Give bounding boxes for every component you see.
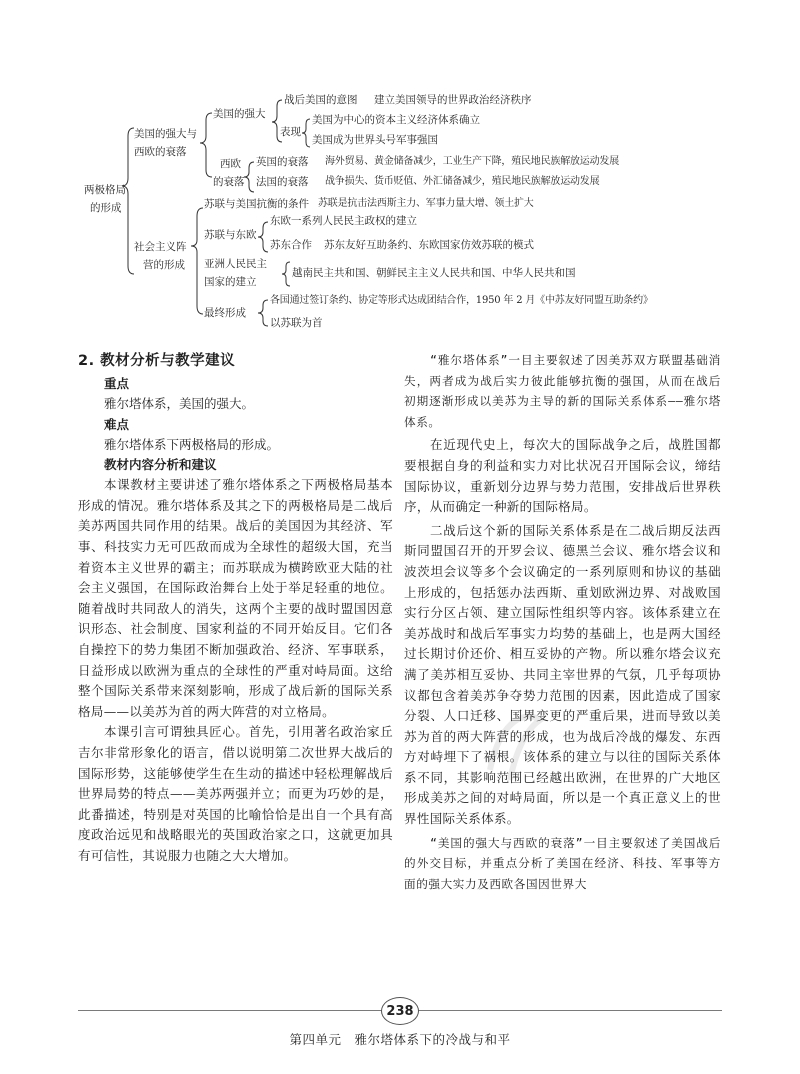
key-point-text: 雅尔塔体系，美国的强大。 [104, 396, 255, 411]
outline-us-strong: 美国的强大 [213, 108, 266, 120]
outline-we-line1: 西欧 [220, 158, 241, 170]
page-number: 238 [381, 997, 419, 1025]
outline-us-performance: 表现 [280, 126, 301, 138]
outline-branch-b-line1: 社会主义阵 [134, 241, 187, 253]
outline-us-performance-2: 美国成为世界头号军事强国 [312, 134, 438, 146]
unit-title: 第四单元 雅尔塔体系下的冷战与和平 [289, 1032, 511, 1047]
outline-us-performance-1: 美国为中心的资本主义经济体系确立 [312, 114, 480, 126]
outline-fr-decline: 法国的衰落 [256, 176, 309, 188]
right-paragraph-2: 在近现代史上，每次大的国际战争之后，战胜国都要根据自身的利益和实力对比状况召开国际会议，缔结国际协议，重新划分边界与势力范围，安排战后世界秩序，从而确定一种新的国际格局。 [404, 437, 721, 515]
outline-uk-decline: 英国的衰落 [256, 156, 309, 168]
right-column [404, 350, 721, 894]
concept-outline [0, 0, 800, 340]
outline-su-condition: 苏联与美国抗衡的条件 [204, 198, 309, 210]
watermark-icon [470, 700, 560, 790]
outline-us-intent-text: 建立美国领导的世界政治经济秩序 [374, 94, 532, 106]
outline-uk-text: 海外贸易、黄金储备减少，工业生产下降，殖民地民族解放运动发展 [325, 156, 619, 167]
outline-ee-2-text: 苏东友好互助条约、东欧国家仿效苏联的模式 [324, 239, 534, 251]
outline-branch-a-line2: 西欧的衰落 [134, 146, 187, 158]
outline-asia-text: 越南民主共和国、朝鲜民主主义人民共和国、中华人民共和国 [292, 267, 576, 279]
outline-branch-a-line1: 美国的强大与 [134, 128, 197, 140]
outline-ee-1: 东欧一系列人民民主政权的建立 [270, 215, 417, 227]
outline-branch-b-line2: 营的形成 [143, 259, 185, 271]
left-paragraph-1: 本课教材主要讲述了雅尔塔体系之下两极格局基本形成的情况。雅尔塔体系及其之下的两极格局是二战后美苏两国共同作用的结果。战后的美国因为其经济、军事、科技实力无可匹敌而成为全球性的超级大国，充当着资本主义世界的霸主；而苏联成为横跨欧亚大陆的社会主义强国，在国际政治舞台上处于举足轻重的地位。随着战时共同敌人的消失，这两个主要的战时盟国因意识形态、社会制度、国家利益的不同开始反目。它们各自操控下的势力集团不断加强政治、经济、军事联系，日益形成以欧洲为重点的全球性的严重对峙局面。这给整个国际关系带来深刻影响，形成了战后新的国际关系格局——以美苏为首的两大阵营的对立格局。 [78, 477, 393, 719]
left-paragraph-2: 本课引言可谓独具匠心。首先，引用著名政治家丘吉尔非常形象化的语言，借以说明第二次世界大战后的国际形势，这能够使学生在生动的描述中轻松理解战后世界局势的特点——美苏两强并立；而更为巧妙的是，此番描述，特别是对英国的比喻恰恰是出自一个具有高度政治远见和战略眼光的英国政治家之口，这就更加具有可信性，其说服力也随之大大增加。 [78, 724, 393, 863]
right-paragraph-1: “雅尔塔体系”一目主要叙述了因美苏双方联盟基础消失，两者成为战后实力彼此能够抗衡的强国，从而在战后初期逐渐形成以美苏为主导的新的国际关系体系——雅尔塔体系。 [404, 353, 721, 429]
outline-root-line1: 两极格局 [84, 184, 126, 196]
outline-final-1: 各国通过签订条约、协定等形式达成团结合作，1950 年 2 月《中苏友好同盟互助条约》 [270, 295, 653, 306]
outline-final: 最终形成 [204, 307, 246, 319]
analysis-label: 教材内容分析和建议 [104, 457, 217, 473]
outline-brackets [0, 0, 800, 340]
difficulty-text: 雅尔塔体系下两极格局的形成。 [104, 436, 280, 452]
outline-su-ee: 苏联与东欧 [204, 229, 257, 241]
difficulty-label: 难点 [104, 416, 130, 432]
section-title: 2. 教材分析与教学建议 [78, 353, 236, 369]
outline-us-intent: 战后美国的意图 [284, 94, 358, 106]
outline-fr-text: 战争损失、货币贬值、外汇储备减少，殖民地民族解放运动发展 [325, 176, 600, 187]
outline-ee-2-head: 苏东合作 [270, 239, 312, 251]
outline-su-condition-text: 苏联是抗击法西斯主力、军事力量大增、领土扩大 [318, 198, 534, 209]
right-paragraph-4: “美国的强大与西欧的衰落”一目主要叙述了美国战后的外交目标，并重点分析了美国在经济、科技、军事等方面的强大实力及西欧各国因世界大 [404, 835, 721, 891]
outline-asia-line1: 亚洲人民民主 [204, 258, 267, 270]
left-column [78, 350, 393, 866]
outline-final-2: 以苏联为首 [270, 317, 323, 329]
key-point-label: 重点 [104, 376, 130, 391]
outline-asia-line2: 国家的建立 [204, 276, 257, 288]
outline-we-line2: 的衰落 [213, 176, 245, 188]
right-paragraph-3: 二战后这个新的国际关系体系是在二战后期反法西斯同盟国召开的开罗会议、德黑兰会议、雅尔塔会议和波茨坦会议等多个会议确定的一系列原则和协议的基础上形成的，包括惩办法西斯、重划欧洲边界、对战败国实行分区占领、建立国际性组织等内容。该体系建立在美苏战时和战后军事实力均势的基础上，也是两大国经过长期讨价还价、相互妥协的产物。所以雅尔塔会议充满了美苏相互妥协、共同主宰世界的气氛，几乎每项协议都包含着美苏争夺势力范围的因素，因此造成了国家分裂、人口迁移、国界变更的严重后果，进而导致以美苏为首的两大阵营的形成，也为战后冷战的爆发、东西方对峙埋下了祸根。该体系的建立与以往的国际关系体系不同，其影响范围已经越出欧洲，在世界的广大地区形成美苏之间的对峙局面，所以是一个真正意义上的世界性国际关系体系。 [404, 522, 721, 827]
outline-root-line2: 的形成 [90, 202, 122, 214]
